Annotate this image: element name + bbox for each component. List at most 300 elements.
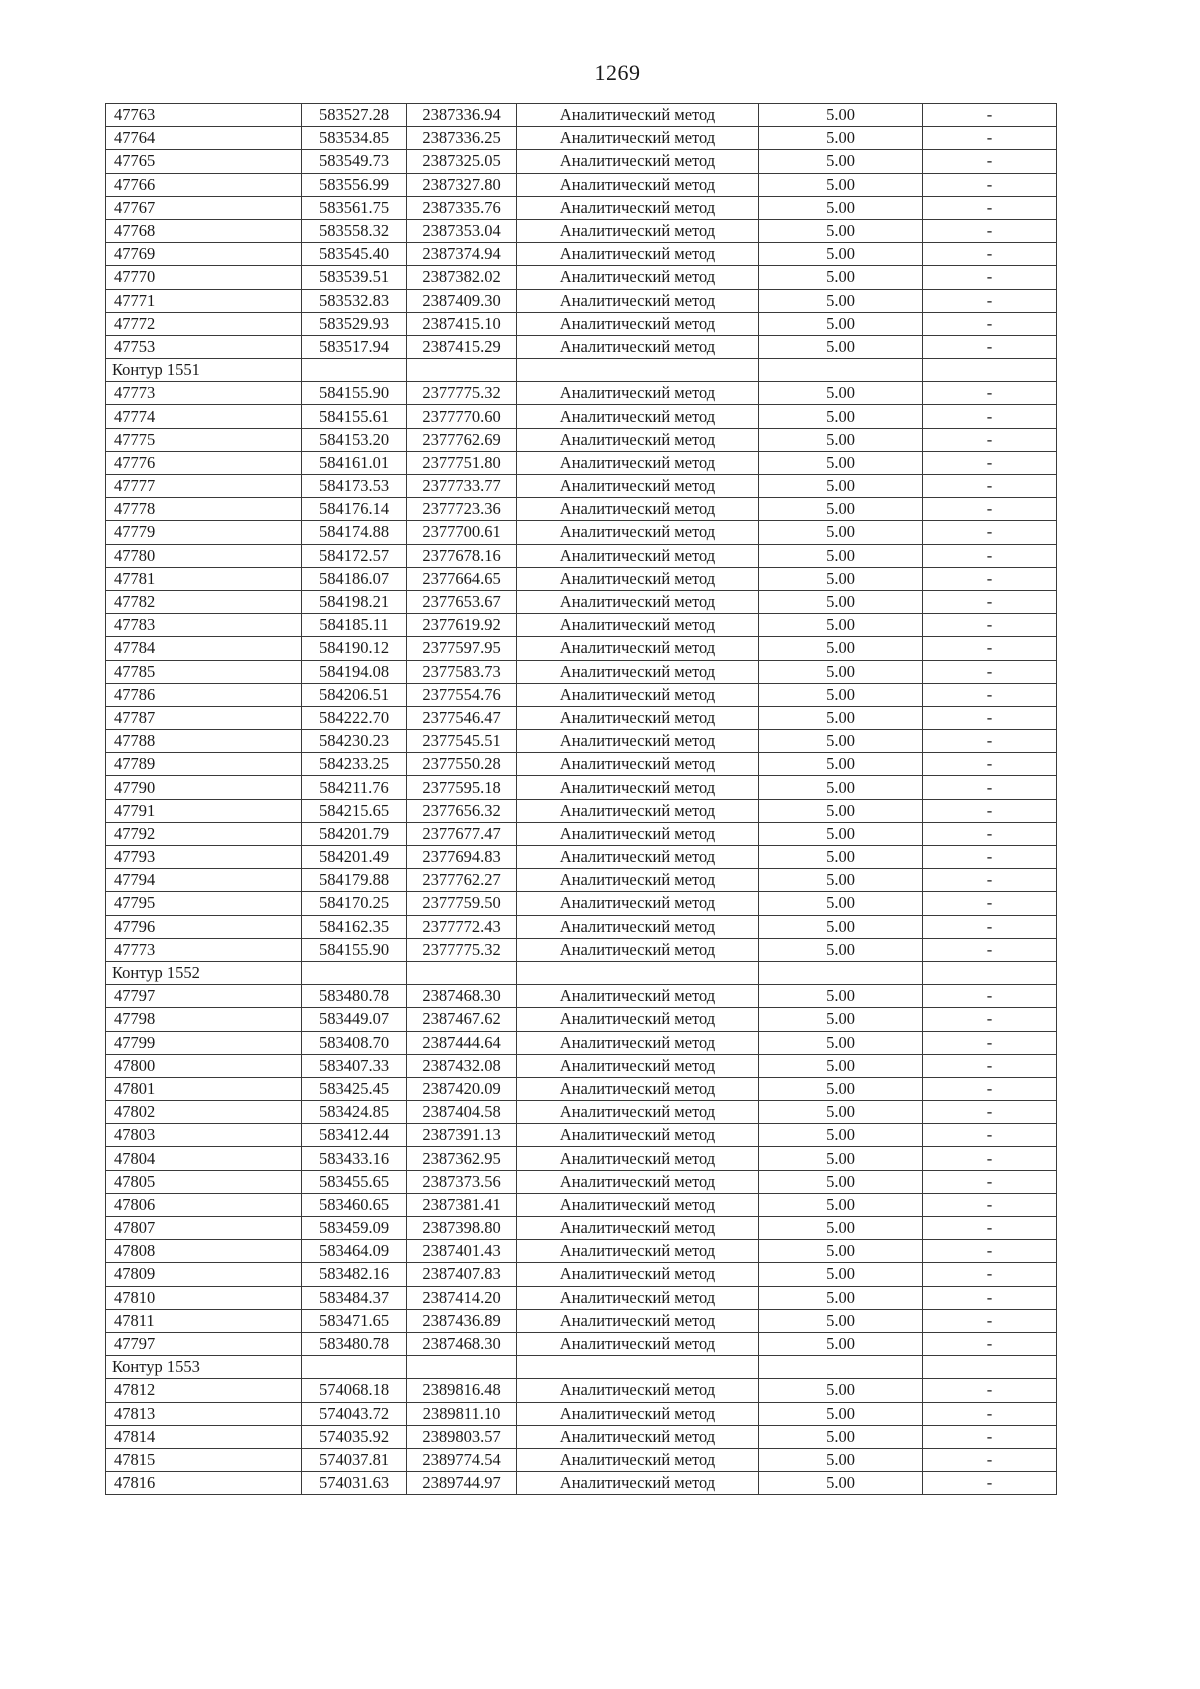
point-id-cell: 47783 — [106, 614, 302, 637]
table-row — [106, 1402, 1057, 1425]
accuracy-cell: 5.00 — [759, 706, 923, 729]
accuracy-cell: 5.00 — [759, 1217, 923, 1240]
accuracy-cell: 5.00 — [759, 637, 923, 660]
accuracy-cell: 5.00 — [759, 846, 923, 869]
accuracy-cell: 5.00 — [759, 1101, 923, 1124]
point-id-cell: 47788 — [106, 730, 302, 753]
point-id-cell: 47809 — [106, 1263, 302, 1286]
table-row — [106, 637, 1057, 660]
method-cell: Аналитический метод — [517, 1170, 759, 1193]
point-id-cell: 47812 — [106, 1379, 302, 1402]
x-coordinate-cell: 584206.51 — [302, 683, 407, 706]
table-row — [106, 776, 1057, 799]
table-row — [106, 660, 1057, 683]
table-row — [106, 1309, 1057, 1332]
table-row — [106, 1170, 1057, 1193]
point-id-cell: 47764 — [106, 127, 302, 150]
point-id-cell: 47787 — [106, 706, 302, 729]
accuracy-cell: 5.00 — [759, 915, 923, 938]
note-cell: - — [923, 1309, 1057, 1332]
y-coordinate-cell: 2377546.47 — [407, 706, 517, 729]
empty-cell — [302, 359, 407, 382]
x-coordinate-cell: 584190.12 — [302, 637, 407, 660]
x-coordinate-cell: 583532.83 — [302, 289, 407, 312]
point-id-cell: 47778 — [106, 498, 302, 521]
accuracy-cell: 5.00 — [759, 1263, 923, 1286]
table-row — [106, 985, 1057, 1008]
note-cell: - — [923, 938, 1057, 961]
x-coordinate-cell: 583534.85 — [302, 127, 407, 150]
y-coordinate-cell: 2387407.83 — [407, 1263, 517, 1286]
accuracy-cell: 5.00 — [759, 683, 923, 706]
y-coordinate-cell: 2387468.30 — [407, 985, 517, 1008]
accuracy-cell: 5.00 — [759, 1448, 923, 1471]
x-coordinate-cell: 584179.88 — [302, 869, 407, 892]
note-cell: - — [923, 1425, 1057, 1448]
x-coordinate-cell: 574035.92 — [302, 1425, 407, 1448]
table-row — [106, 1263, 1057, 1286]
point-id-cell: 47769 — [106, 243, 302, 266]
x-coordinate-cell: 584211.76 — [302, 776, 407, 799]
method-cell: Аналитический метод — [517, 869, 759, 892]
x-coordinate-cell: 584155.90 — [302, 382, 407, 405]
note-cell: - — [923, 1379, 1057, 1402]
x-coordinate-cell: 584185.11 — [302, 614, 407, 637]
empty-cell — [923, 359, 1057, 382]
coordinates-table — [105, 103, 1057, 1495]
method-cell: Аналитический метод — [517, 1147, 759, 1170]
note-cell: - — [923, 753, 1057, 776]
empty-cell — [517, 1356, 759, 1379]
note-cell: - — [923, 706, 1057, 729]
y-coordinate-cell: 2387436.89 — [407, 1309, 517, 1332]
accuracy-cell: 5.00 — [759, 1193, 923, 1216]
contour-header-row — [106, 1356, 1057, 1379]
accuracy-cell: 5.00 — [759, 498, 923, 521]
x-coordinate-cell: 584155.61 — [302, 405, 407, 428]
method-cell: Аналитический метод — [517, 799, 759, 822]
method-cell: Аналитический метод — [517, 892, 759, 915]
y-coordinate-cell: 2387398.80 — [407, 1217, 517, 1240]
note-cell: - — [923, 1286, 1057, 1309]
point-id-cell: 47815 — [106, 1448, 302, 1471]
note-cell: - — [923, 266, 1057, 289]
accuracy-cell: 5.00 — [759, 1472, 923, 1495]
y-coordinate-cell: 2389744.97 — [407, 1472, 517, 1495]
note-cell: - — [923, 776, 1057, 799]
point-id-cell: 47796 — [106, 915, 302, 938]
x-coordinate-cell: 583482.16 — [302, 1263, 407, 1286]
method-cell: Аналитический метод — [517, 1402, 759, 1425]
y-coordinate-cell: 2387335.76 — [407, 196, 517, 219]
accuracy-cell: 5.00 — [759, 753, 923, 776]
accuracy-cell: 5.00 — [759, 335, 923, 358]
contour-label: Контур 1553 — [106, 1356, 302, 1379]
point-id-cell: 47792 — [106, 822, 302, 845]
method-cell: Аналитический метод — [517, 1054, 759, 1077]
method-cell: Аналитический метод — [517, 776, 759, 799]
x-coordinate-cell: 584155.90 — [302, 938, 407, 961]
table-row — [106, 219, 1057, 242]
point-id-cell: 47797 — [106, 985, 302, 1008]
x-coordinate-cell: 583408.70 — [302, 1031, 407, 1054]
x-coordinate-cell: 583480.78 — [302, 1332, 407, 1355]
table-row — [106, 706, 1057, 729]
method-cell: Аналитический метод — [517, 405, 759, 428]
point-id-cell: 47793 — [106, 846, 302, 869]
table-row — [106, 173, 1057, 196]
method-cell: Аналитический метод — [517, 219, 759, 242]
point-id-cell: 47811 — [106, 1309, 302, 1332]
y-coordinate-cell: 2377653.67 — [407, 590, 517, 613]
y-coordinate-cell: 2377751.80 — [407, 451, 517, 474]
point-id-cell: 47802 — [106, 1101, 302, 1124]
accuracy-cell: 5.00 — [759, 521, 923, 544]
x-coordinate-cell: 583480.78 — [302, 985, 407, 1008]
y-coordinate-cell: 2377770.60 — [407, 405, 517, 428]
method-cell: Аналитический метод — [517, 266, 759, 289]
table-row — [106, 382, 1057, 405]
x-coordinate-cell: 583517.94 — [302, 335, 407, 358]
x-coordinate-cell: 584230.23 — [302, 730, 407, 753]
accuracy-cell: 5.00 — [759, 173, 923, 196]
y-coordinate-cell: 2377772.43 — [407, 915, 517, 938]
point-id-cell: 47798 — [106, 1008, 302, 1031]
note-cell: - — [923, 660, 1057, 683]
note-cell: - — [923, 521, 1057, 544]
note-cell: - — [923, 637, 1057, 660]
point-id-cell: 47773 — [106, 938, 302, 961]
point-id-cell: 47753 — [106, 335, 302, 358]
accuracy-cell: 5.00 — [759, 869, 923, 892]
y-coordinate-cell: 2377583.73 — [407, 660, 517, 683]
note-cell: - — [923, 1008, 1057, 1031]
method-cell: Аналитический метод — [517, 382, 759, 405]
empty-cell — [302, 1356, 407, 1379]
table-row — [106, 1240, 1057, 1263]
x-coordinate-cell: 584186.07 — [302, 567, 407, 590]
table-row — [106, 1448, 1057, 1471]
contour-header-row — [106, 359, 1057, 382]
x-coordinate-cell: 583460.65 — [302, 1193, 407, 1216]
x-coordinate-cell: 583529.93 — [302, 312, 407, 335]
accuracy-cell: 5.00 — [759, 1031, 923, 1054]
point-id-cell: 47781 — [106, 567, 302, 590]
method-cell: Аналитический метод — [517, 1217, 759, 1240]
accuracy-cell: 5.00 — [759, 614, 923, 637]
y-coordinate-cell: 2389816.48 — [407, 1379, 517, 1402]
empty-cell — [407, 961, 517, 984]
table-row — [106, 869, 1057, 892]
point-id-cell: 47773 — [106, 382, 302, 405]
accuracy-cell: 5.00 — [759, 127, 923, 150]
accuracy-cell: 5.00 — [759, 266, 923, 289]
accuracy-cell: 5.00 — [759, 196, 923, 219]
point-id-cell: 47806 — [106, 1193, 302, 1216]
y-coordinate-cell: 2377664.65 — [407, 567, 517, 590]
accuracy-cell: 5.00 — [759, 660, 923, 683]
y-coordinate-cell: 2377775.32 — [407, 938, 517, 961]
note-cell: - — [923, 475, 1057, 498]
note-cell: - — [923, 730, 1057, 753]
y-coordinate-cell: 2387468.30 — [407, 1332, 517, 1355]
y-coordinate-cell: 2377694.83 — [407, 846, 517, 869]
note-cell: - — [923, 822, 1057, 845]
coordinates-table-body — [106, 104, 1057, 1495]
method-cell: Аналитический метод — [517, 1425, 759, 1448]
point-id-cell: 47780 — [106, 544, 302, 567]
accuracy-cell: 5.00 — [759, 312, 923, 335]
accuracy-cell: 5.00 — [759, 776, 923, 799]
note-cell: - — [923, 173, 1057, 196]
y-coordinate-cell: 2387374.94 — [407, 243, 517, 266]
note-cell: - — [923, 915, 1057, 938]
y-coordinate-cell: 2377619.92 — [407, 614, 517, 637]
note-cell: - — [923, 104, 1057, 127]
point-id-cell: 47795 — [106, 892, 302, 915]
accuracy-cell: 5.00 — [759, 428, 923, 451]
empty-cell — [923, 1356, 1057, 1379]
method-cell: Аналитический метод — [517, 104, 759, 127]
x-coordinate-cell: 584176.14 — [302, 498, 407, 521]
table-row — [106, 1286, 1057, 1309]
table-row — [106, 289, 1057, 312]
accuracy-cell: 5.00 — [759, 1124, 923, 1147]
table-row — [106, 822, 1057, 845]
accuracy-cell: 5.00 — [759, 150, 923, 173]
point-id-cell: 47799 — [106, 1031, 302, 1054]
table-row — [106, 405, 1057, 428]
accuracy-cell: 5.00 — [759, 475, 923, 498]
method-cell: Аналитический метод — [517, 660, 759, 683]
table-row — [106, 846, 1057, 869]
accuracy-cell: 5.00 — [759, 1240, 923, 1263]
point-id-cell: 47786 — [106, 683, 302, 706]
accuracy-cell: 5.00 — [759, 1379, 923, 1402]
method-cell: Аналитический метод — [517, 243, 759, 266]
y-coordinate-cell: 2387444.64 — [407, 1031, 517, 1054]
table-row — [106, 1008, 1057, 1031]
note-cell: - — [923, 1332, 1057, 1355]
table-row — [106, 1101, 1057, 1124]
y-coordinate-cell: 2387415.10 — [407, 312, 517, 335]
table-row — [106, 915, 1057, 938]
note-cell: - — [923, 544, 1057, 567]
table-row — [106, 127, 1057, 150]
contour-label: Контур 1551 — [106, 359, 302, 382]
method-cell: Аналитический метод — [517, 1309, 759, 1332]
method-cell: Аналитический метод — [517, 1286, 759, 1309]
table-row — [106, 799, 1057, 822]
empty-cell — [407, 1356, 517, 1379]
point-id-cell: 47814 — [106, 1425, 302, 1448]
point-id-cell: 47785 — [106, 660, 302, 683]
point-id-cell: 47774 — [106, 405, 302, 428]
note-cell: - — [923, 312, 1057, 335]
accuracy-cell: 5.00 — [759, 1286, 923, 1309]
point-id-cell: 47789 — [106, 753, 302, 776]
page-number: 1269 — [594, 60, 641, 85]
note-cell: - — [923, 1402, 1057, 1425]
x-coordinate-cell: 583539.51 — [302, 266, 407, 289]
y-coordinate-cell: 2387414.20 — [407, 1286, 517, 1309]
method-cell: Аналитический метод — [517, 335, 759, 358]
x-coordinate-cell: 584173.53 — [302, 475, 407, 498]
y-coordinate-cell: 2389811.10 — [407, 1402, 517, 1425]
point-id-cell: 47801 — [106, 1077, 302, 1100]
x-coordinate-cell: 584222.70 — [302, 706, 407, 729]
x-coordinate-cell: 583545.40 — [302, 243, 407, 266]
note-cell: - — [923, 428, 1057, 451]
x-coordinate-cell: 584198.21 — [302, 590, 407, 613]
note-cell: - — [923, 1077, 1057, 1100]
accuracy-cell: 5.00 — [759, 590, 923, 613]
empty-cell — [407, 359, 517, 382]
method-cell: Аналитический метод — [517, 706, 759, 729]
empty-cell — [302, 961, 407, 984]
method-cell: Аналитический метод — [517, 1008, 759, 1031]
accuracy-cell: 5.00 — [759, 1170, 923, 1193]
y-coordinate-cell: 2377700.61 — [407, 521, 517, 544]
table-row — [106, 590, 1057, 613]
note-cell: - — [923, 1031, 1057, 1054]
accuracy-cell: 5.00 — [759, 730, 923, 753]
method-cell: Аналитический метод — [517, 683, 759, 706]
note-cell: - — [923, 1193, 1057, 1216]
method-cell: Аналитический метод — [517, 498, 759, 521]
method-cell: Аналитический метод — [517, 1472, 759, 1495]
table-row — [106, 1332, 1057, 1355]
note-cell: - — [923, 1170, 1057, 1193]
y-coordinate-cell: 2387401.43 — [407, 1240, 517, 1263]
method-cell: Аналитический метод — [517, 521, 759, 544]
y-coordinate-cell: 2387382.02 — [407, 266, 517, 289]
note-cell: - — [923, 567, 1057, 590]
method-cell: Аналитический метод — [517, 637, 759, 660]
x-coordinate-cell: 584201.79 — [302, 822, 407, 845]
method-cell: Аналитический метод — [517, 196, 759, 219]
y-coordinate-cell: 2387362.95 — [407, 1147, 517, 1170]
point-id-cell: 47779 — [106, 521, 302, 544]
table-row — [106, 1147, 1057, 1170]
accuracy-cell: 5.00 — [759, 104, 923, 127]
y-coordinate-cell: 2377775.32 — [407, 382, 517, 405]
x-coordinate-cell: 583556.99 — [302, 173, 407, 196]
x-coordinate-cell: 583484.37 — [302, 1286, 407, 1309]
method-cell: Аналитический метод — [517, 730, 759, 753]
table-row — [106, 1077, 1057, 1100]
x-coordinate-cell: 583558.32 — [302, 219, 407, 242]
note-cell: - — [923, 846, 1057, 869]
method-cell: Аналитический метод — [517, 1193, 759, 1216]
x-coordinate-cell: 583425.45 — [302, 1077, 407, 1100]
point-id-cell: 47763 — [106, 104, 302, 127]
x-coordinate-cell: 583407.33 — [302, 1054, 407, 1077]
accuracy-cell: 5.00 — [759, 544, 923, 567]
x-coordinate-cell: 583471.65 — [302, 1309, 407, 1332]
note-cell: - — [923, 219, 1057, 242]
point-id-cell: 47816 — [106, 1472, 302, 1495]
y-coordinate-cell: 2377759.50 — [407, 892, 517, 915]
point-id-cell: 47784 — [106, 637, 302, 660]
y-coordinate-cell: 2387420.09 — [407, 1077, 517, 1100]
y-coordinate-cell: 2377762.27 — [407, 869, 517, 892]
accuracy-cell: 5.00 — [759, 1077, 923, 1100]
accuracy-cell: 5.00 — [759, 567, 923, 590]
method-cell: Аналитический метод — [517, 846, 759, 869]
table-row — [106, 335, 1057, 358]
note-cell: - — [923, 1054, 1057, 1077]
table-row — [106, 196, 1057, 219]
y-coordinate-cell: 2387404.58 — [407, 1101, 517, 1124]
table-row — [106, 683, 1057, 706]
empty-cell — [923, 961, 1057, 984]
empty-cell — [759, 359, 923, 382]
accuracy-cell: 5.00 — [759, 1309, 923, 1332]
x-coordinate-cell: 584233.25 — [302, 753, 407, 776]
point-id-cell: 47776 — [106, 451, 302, 474]
accuracy-cell: 5.00 — [759, 822, 923, 845]
note-cell: - — [923, 382, 1057, 405]
x-coordinate-cell: 583561.75 — [302, 196, 407, 219]
y-coordinate-cell: 2377723.36 — [407, 498, 517, 521]
accuracy-cell: 5.00 — [759, 938, 923, 961]
point-id-cell: 47804 — [106, 1147, 302, 1170]
x-coordinate-cell: 574031.63 — [302, 1472, 407, 1495]
point-id-cell: 47772 — [106, 312, 302, 335]
y-coordinate-cell: 2389774.54 — [407, 1448, 517, 1471]
accuracy-cell: 5.00 — [759, 1054, 923, 1077]
note-cell: - — [923, 1217, 1057, 1240]
table-row — [106, 1054, 1057, 1077]
y-coordinate-cell: 2387391.13 — [407, 1124, 517, 1147]
table-row — [106, 428, 1057, 451]
accuracy-cell: 5.00 — [759, 243, 923, 266]
y-coordinate-cell: 2377762.69 — [407, 428, 517, 451]
x-coordinate-cell: 584215.65 — [302, 799, 407, 822]
x-coordinate-cell: 583433.16 — [302, 1147, 407, 1170]
y-coordinate-cell: 2377595.18 — [407, 776, 517, 799]
y-coordinate-cell: 2387325.05 — [407, 150, 517, 173]
point-id-cell: 47791 — [106, 799, 302, 822]
empty-cell — [517, 961, 759, 984]
note-cell: - — [923, 243, 1057, 266]
table-row — [106, 753, 1057, 776]
note-cell: - — [923, 498, 1057, 521]
point-id-cell: 47800 — [106, 1054, 302, 1077]
accuracy-cell: 5.00 — [759, 799, 923, 822]
table-row — [106, 1031, 1057, 1054]
point-id-cell: 47807 — [106, 1217, 302, 1240]
table-row — [106, 938, 1057, 961]
note-cell: - — [923, 1147, 1057, 1170]
point-id-cell: 47777 — [106, 475, 302, 498]
method-cell: Аналитический метод — [517, 614, 759, 637]
note-cell: - — [923, 1101, 1057, 1124]
note-cell: - — [923, 335, 1057, 358]
accuracy-cell: 5.00 — [759, 451, 923, 474]
method-cell: Аналитический метод — [517, 567, 759, 590]
accuracy-cell: 5.00 — [759, 219, 923, 242]
point-id-cell: 47805 — [106, 1170, 302, 1193]
point-id-cell: 47782 — [106, 590, 302, 613]
point-id-cell: 47797 — [106, 1332, 302, 1355]
x-coordinate-cell: 574037.81 — [302, 1448, 407, 1471]
method-cell: Аналитический метод — [517, 127, 759, 150]
method-cell: Аналитический метод — [517, 1077, 759, 1100]
y-coordinate-cell: 2377677.47 — [407, 822, 517, 845]
point-id-cell: 47770 — [106, 266, 302, 289]
